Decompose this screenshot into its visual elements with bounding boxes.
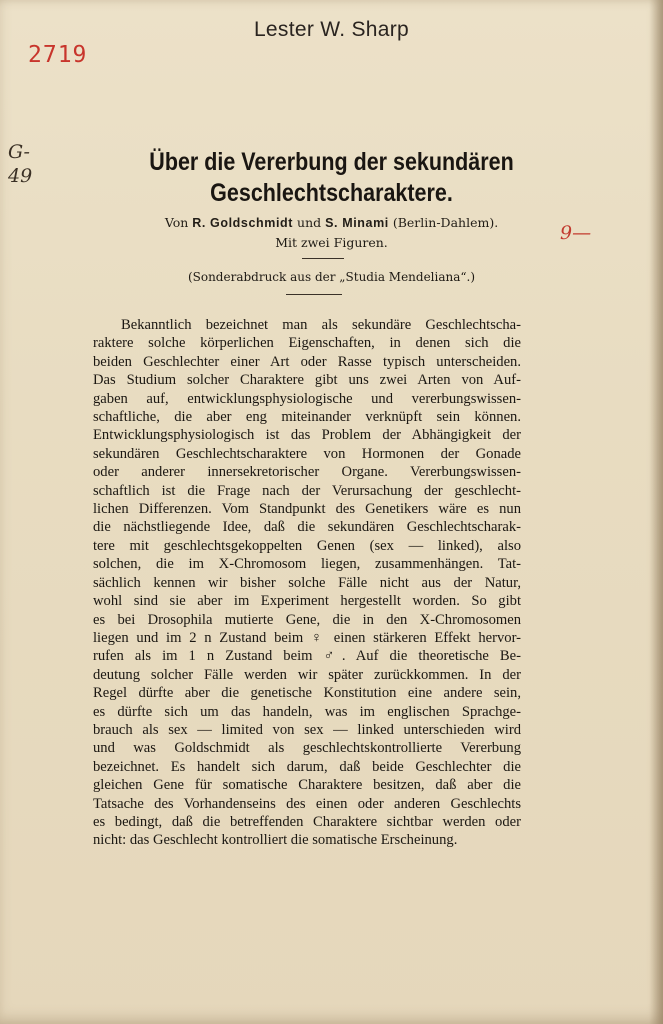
byline-affiliation: (Berlin-Dahlem). (392, 215, 499, 230)
body-line: brauch als sex — limited von sex — linked unterschieden wird (93, 721, 521, 738)
divider-rule-2 (286, 294, 342, 295)
body-line: lichen Differenzen. Vom Standpunkt des Genetikers wäre es nun (93, 501, 521, 518)
body-line: beiden Geschlechter einer Art oder Rasse typisch unterscheiden. (93, 353, 521, 370)
owner-name-stamp: Lester W. Sharp (253, 18, 410, 41)
handwritten-shelf-mark-line2: 49 (8, 165, 33, 187)
byline (0, 215, 663, 230)
figures-note: Mit zwei Figuren. (275, 235, 388, 250)
author-1: R. Goldschmidt (192, 216, 294, 230)
body-line: raktere solche körperlichen Eigenschaften, in denen sich die (93, 335, 521, 352)
body-line: bezeichnet. Es handelt sich darum, daß beide Geschlechter die (93, 758, 521, 775)
body-line: sekundären Geschlechtscharaktere von Hormonen der Gonade (93, 445, 521, 462)
body-line: Regel dürfte aber die genetische Konstitution eine andere sein, (93, 685, 521, 702)
body-line: wohl sind sie aber im Experiment hergestellt worden. So gibt (93, 593, 521, 610)
byline-von: Von (164, 215, 189, 230)
body-line: rufen als im 1 n Zustand beim ♂. Auf die theoretische Be- (93, 648, 521, 665)
body-line: Tatsache des Vorhandenseins des einen oder anderen Geschlechts (93, 795, 521, 812)
body-line: schaftliche, die aber eng miteinander verknüpft sein können. (93, 409, 521, 426)
body-line: Bekanntlich bezeichnet man als sekundäre Geschlechtscha- (121, 317, 521, 333)
body-line: solchen, die im X-Chromosom liegen, zusammenhängen. Tat- (93, 556, 521, 573)
body-line: schaftlich ist die Frage nach der Verursachung der geschlecht- (93, 482, 521, 499)
author-2: S. Minami (325, 216, 389, 230)
byline-und: und (297, 215, 322, 230)
title-line-2: Geschlechtscharaktere. (210, 179, 453, 207)
reprint-note: (Sonderabdruck aus der „Studia Mendeliana“.) (187, 270, 476, 284)
body-line: es bei Drosophila mutierte Gene, die in den X-Chromosomen (93, 611, 521, 628)
body-line: die nächstliegende Idee, daß die sekundären Geschlechtscharak- (93, 519, 521, 536)
body-line: Das Studium solcher Charaktere gibt uns zwei Arten von Auf- (93, 372, 521, 389)
body-line: es dürfte sich um das handeln, was im englischen Sprachge- (93, 703, 521, 720)
page-edge-shadow (649, 0, 663, 1024)
body-line: und was Goldschmidt als geschlechtskontrollierte Vererbung (93, 740, 521, 757)
body-paragraph (93, 316, 521, 850)
divider-rule-1 (302, 258, 344, 259)
body-line: oder anderer innersekretorischer Organe. Vererbungswissen- (93, 464, 521, 481)
body-line: gleichen Gene für somatische Charaktere besitzen, daß aber die (93, 777, 521, 794)
body-line: es bedingt, daß die betreffenden Charaktere sichtbar werden oder (93, 813, 521, 830)
body-line: sächlich kennen wir bisher solche Fälle nicht aus der Natur, (93, 574, 521, 591)
article-title (46, 147, 616, 209)
title-line-1: Über die Vererbung der sekundären (149, 148, 514, 176)
body-line: liegen und im 2 n Zustand beim ♀ einen stärkeren Effekt hervor- (93, 629, 521, 646)
body-line: tere mit geschlechtsgekoppelten Genen (sex — linked), also (93, 537, 521, 554)
catalog-number-stamp: 2719 (28, 42, 88, 68)
body-line: nicht: das Geschlecht kontrolliert die somatische Erscheinung. (93, 832, 458, 849)
body-line: Entwicklungsphysiologisch ist das Problem der Abhängigkeit der (93, 427, 521, 444)
body-line: deutung solcher Fälle werden wir später zurückkommen. In der (93, 666, 521, 683)
handwritten-side-note: 9— (560, 222, 592, 244)
handwritten-shelf-mark (8, 140, 32, 188)
body-line: gaben auf, entwicklungsphysiologische und vererbungswissen- (93, 390, 521, 407)
handwritten-shelf-mark-line1: G- (8, 141, 30, 163)
